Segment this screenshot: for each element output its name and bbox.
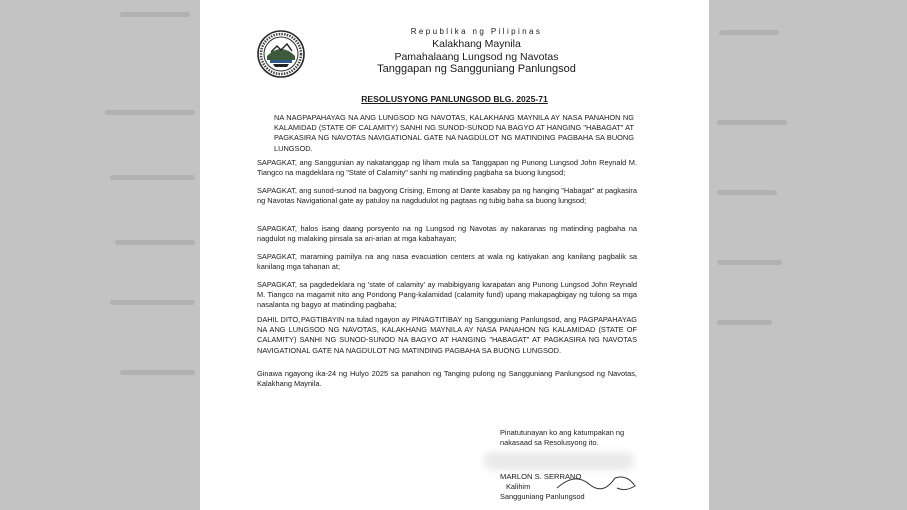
whereas-clause: SAPAGKAT, ang sunod-sunod na bagyong Crising, Emong at Dante kasabay pa ng hanging "Habagat" at pagkasira ng Navotas Navigational gate ay patuloy na nagdudulot ng pagtaas ng tubig baha sa buong lungsod; [257,186,637,206]
resolution-title: RESOLUSYONG PANLUNGSOD BLG. 2025-71 [361,94,548,104]
blur-text [105,110,195,115]
republika-label: Republika ng Pilipinas [410,27,543,36]
whereas-clause: SAPAGKAT, halos isang daang porsyento na ng Lungsod ng Navotas ay nakaranas ng matinding pagbaha na nagdulot ng malaking pinsala sa ari-arian at mga kabahayan; [257,224,637,244]
kalakhang-label: Kalakhang Maynila [432,38,521,50]
given-clause: Ginawa ngayong ika-24 ng Hulyo 2025 sa panahon ng Tanging pulong ng Sangguniang Panlungsod ng Navotas, Kalakhang Maynila. [257,369,637,389]
blur-text [719,30,779,35]
blur-text [120,12,190,17]
blur-text [717,120,787,125]
resolution-document [200,0,709,510]
blurred-background-right [709,0,907,510]
resolved-lead: DAHIL DITO, [257,315,301,324]
blur-text [717,190,777,195]
blur-text [110,300,195,305]
resolution-heading: NA NAGPAPAHAYAG NA ANG LUNGSOD NG NAVOTAS, KALAKHANG MAYNILA AY NASA PANAHON NG KALAMIDAD (STATE OF CALAMITY) SANHI NG SUNOD-SUNOD NA BAGYO AT HANGING "HABAGAT" AT PAGKASIRA NG NAVOTAS NAVIGATIONAL GATE NA NAGDULOT NG MATINDING PAGBAHA SA BUONG LUNGSOD. [274,113,634,153]
signatory-office: Sangguniang Panlungsod [500,492,585,501]
tanggapan-label: Tanggapan ng Sangguniang Panlungsod [377,63,576,75]
whereas-clause: SAPAGKAT, maraming pamilya na ang nasa evacuation centers at wala ng katiyakan ang kanilang pagbalik sa kanilang mga tahanan at; [257,252,637,272]
pamahalaan-label: Pamahalaang Lungsod ng Navotas [394,51,559,63]
resolved-text: PAGTIBAYIN na tulad ngayon ay PINAGTITIBAY ng Sangguniang Panlungsod, ang PAGPAPAHAYAG NA ANG LUNGSOD NG NAVOTAS, KALAKHANG MAYNILA AY NASA PANAHON NG KALAMIDAD (STATE OF CALAMITY) SANHI NG SUNOD-SUNOD NA BAGYO AT HANGING "HABAGAT" AT PAGKASIRA NG NAVOTAS NAVIGATIONAL GATE NA NAGDULOT NG MATINDING PAGBAHA SA BUONG LUNGSOD. [257,315,637,355]
blur-text [115,240,195,245]
signatory-title: Kalihim [506,482,531,491]
blurred-background-left [0,0,200,510]
whereas-clause: SAPAGKAT, ang Sanggunian ay nakatanggap ng liham mula sa Tanggapan ng Punong Lungsod John Reynald M. Tiangco na magdeklara ng "State of Calamity" sanhi ng matinding pagbaha sa buong lungsod; [257,158,637,178]
blur-text [110,175,195,180]
whereas-clause: SAPAGKAT, sa pagdedeklara ng 'state of calamity' ay mabibigyang karapatan ang Punong Lungsod John Reynald M. Tiangco na magamit nito ang Pondong Pang-kalamidad (calamity fund) upang makapagbigay ng tulong sa mga nasalanta ng bagyo at matinding pagbaha; [257,280,637,310]
resolved-clause [257,315,637,356]
certification-text: Pinatutunayan ko ang katumpakan ng nakasaad sa Resolusyong ito. [500,428,625,448]
blur-text [717,260,782,265]
blur-text [120,370,195,375]
blur-text [717,320,772,325]
signatory-name: MARLON S. SERRANO [500,472,582,481]
